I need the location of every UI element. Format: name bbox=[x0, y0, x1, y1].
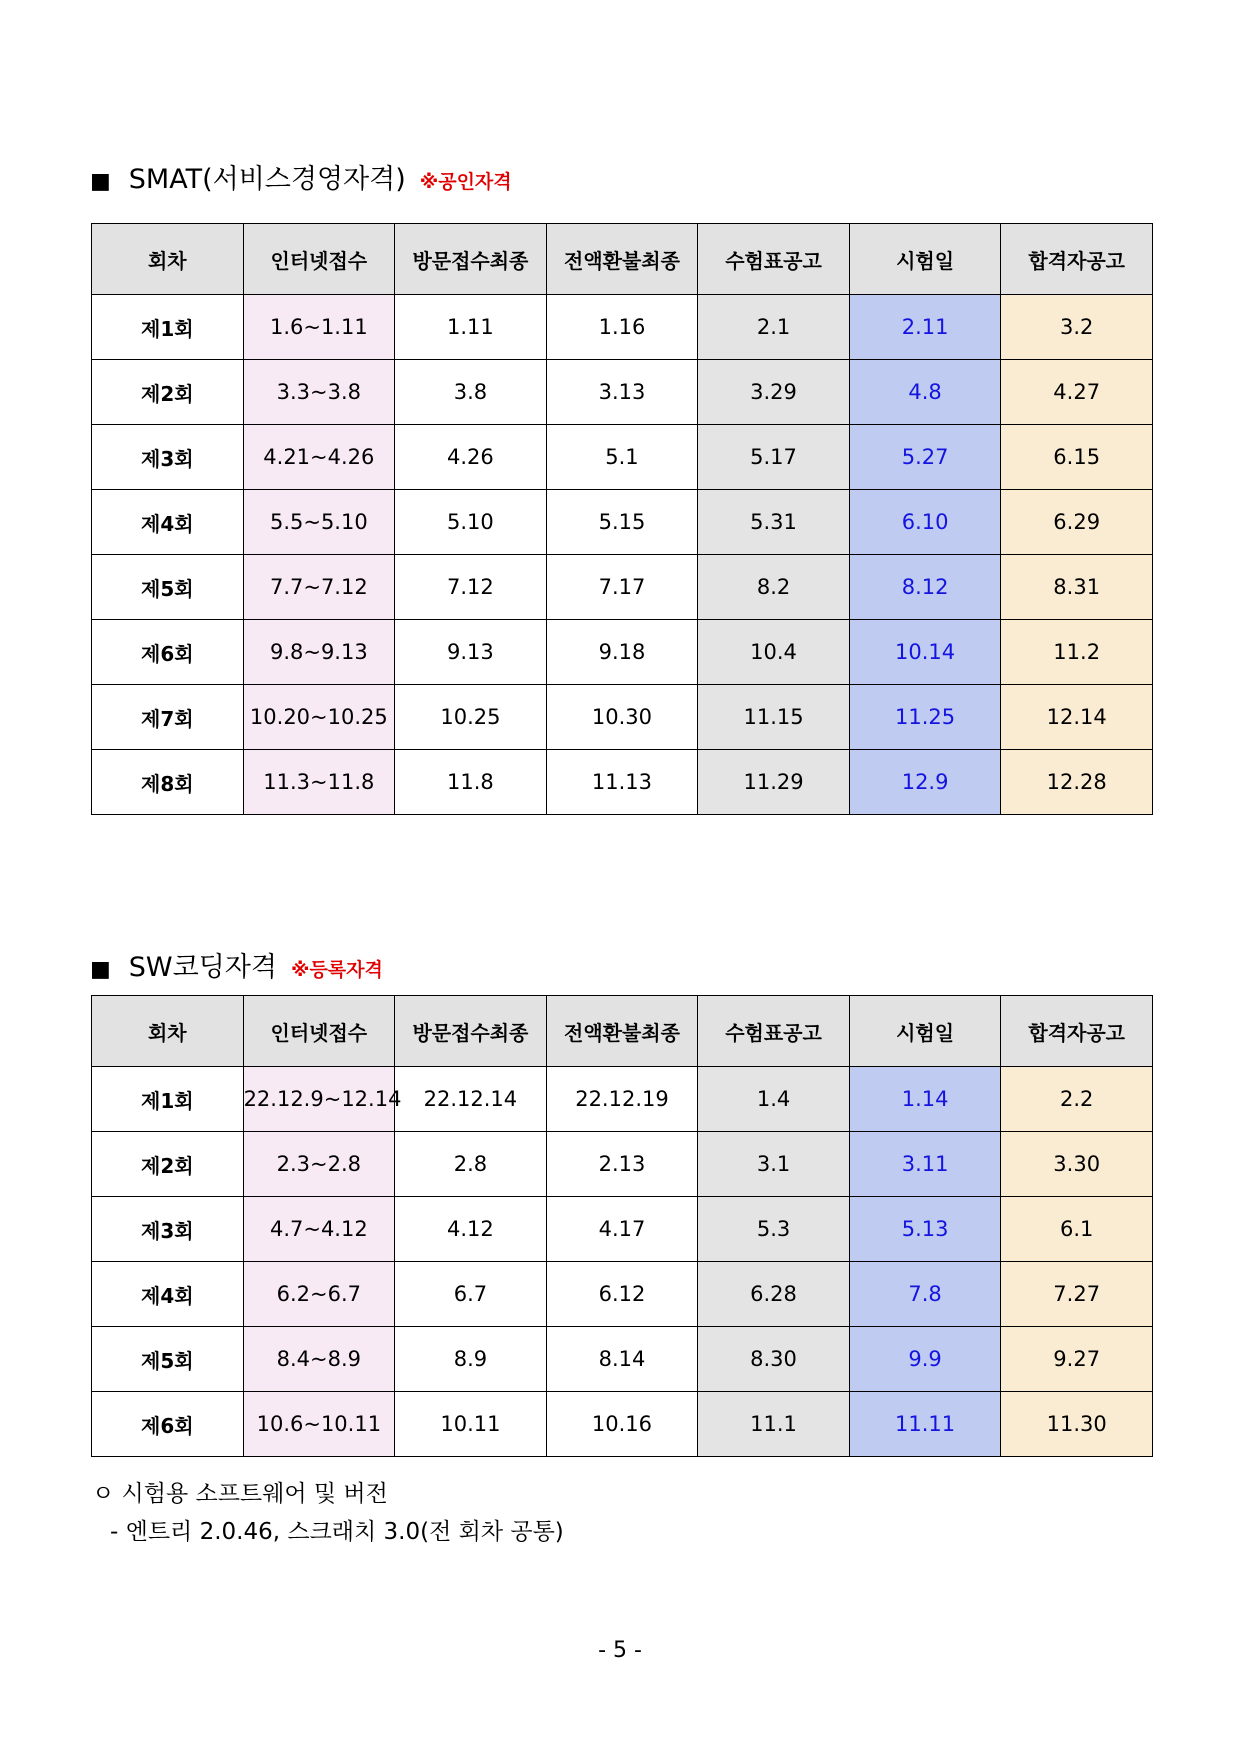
column-header: 시험일 bbox=[849, 996, 1001, 1067]
online-reg-cell: 8.4~8.9 bbox=[243, 1327, 395, 1392]
round-cell: 제1회 bbox=[92, 1067, 244, 1132]
round-cell: 제6회 bbox=[92, 1392, 244, 1457]
visit-reg-cell: 5.10 bbox=[395, 490, 547, 555]
exam-date-cell: 12.9 bbox=[849, 750, 1001, 815]
table-row bbox=[92, 1327, 1153, 1392]
table-row bbox=[92, 490, 1153, 555]
section-title-smat bbox=[90, 157, 512, 196]
column-header: 시험일 bbox=[849, 224, 1001, 295]
refund-cell: 8.14 bbox=[546, 1327, 698, 1392]
online-reg-cell: 5.5~5.10 bbox=[243, 490, 395, 555]
table-header-row bbox=[92, 996, 1153, 1067]
round-cell: 제3회 bbox=[92, 1197, 244, 1262]
ticket-notice-cell: 5.3 bbox=[698, 1197, 850, 1262]
exam-date-cell: 8.12 bbox=[849, 555, 1001, 620]
table-row bbox=[92, 750, 1153, 815]
round-cell: 제8회 bbox=[92, 750, 244, 815]
table-row bbox=[92, 360, 1153, 425]
column-header: 합격자공고 bbox=[1001, 224, 1153, 295]
online-reg-cell: 10.6~10.11 bbox=[243, 1392, 395, 1457]
ticket-notice-cell: 10.4 bbox=[698, 620, 850, 685]
exam-date-cell: 6.10 bbox=[849, 490, 1001, 555]
section-title-text: SW코딩자격 bbox=[128, 952, 277, 983]
ticket-notice-cell: 2.1 bbox=[698, 295, 850, 360]
refund-cell: 22.12.19 bbox=[546, 1067, 698, 1132]
column-header: 회차 bbox=[92, 224, 244, 295]
table-row bbox=[92, 295, 1153, 360]
column-header: 인터넷접수 bbox=[243, 224, 395, 295]
exam-date-cell: 9.9 bbox=[849, 1327, 1001, 1392]
round-cell: 제2회 bbox=[92, 360, 244, 425]
ticket-notice-cell: 5.31 bbox=[698, 490, 850, 555]
section-note: ※공인자격 bbox=[419, 171, 512, 193]
online-reg-cell: 11.3~11.8 bbox=[243, 750, 395, 815]
round-cell: 제7회 bbox=[92, 685, 244, 750]
column-header: 인터넷접수 bbox=[243, 996, 395, 1067]
exam-date-cell: 11.11 bbox=[849, 1392, 1001, 1457]
ticket-notice-cell: 1.4 bbox=[698, 1067, 850, 1132]
page-number: - 5 - bbox=[598, 1638, 642, 1663]
exam-date-cell: 4.8 bbox=[849, 360, 1001, 425]
visit-reg-cell: 10.25 bbox=[395, 685, 547, 750]
online-reg-cell: 1.6~1.11 bbox=[243, 295, 395, 360]
notes-heading: ㅇ 시험용 소프트웨어 및 버전 bbox=[92, 1481, 388, 1507]
round-cell: 제6회 bbox=[92, 620, 244, 685]
exam-date-cell: 2.11 bbox=[849, 295, 1001, 360]
visit-reg-cell: 1.11 bbox=[395, 295, 547, 360]
exam-date-cell: 5.13 bbox=[849, 1197, 1001, 1262]
visit-reg-cell: 7.12 bbox=[395, 555, 547, 620]
result-notice-cell: 2.2 bbox=[1001, 1067, 1153, 1132]
visit-reg-cell: 22.12.14 bbox=[395, 1067, 547, 1132]
visit-reg-cell: 11.8 bbox=[395, 750, 547, 815]
online-reg-cell: 7.7~7.12 bbox=[243, 555, 395, 620]
refund-cell: 7.17 bbox=[546, 555, 698, 620]
exam-date-cell: 10.14 bbox=[849, 620, 1001, 685]
ticket-notice-cell: 11.15 bbox=[698, 685, 850, 750]
round-cell: 제5회 bbox=[92, 555, 244, 620]
section-title-text: SMAT(서비스경영자격) bbox=[128, 164, 406, 195]
refund-cell: 2.13 bbox=[546, 1132, 698, 1197]
refund-cell: 4.17 bbox=[546, 1197, 698, 1262]
online-reg-cell: 4.21~4.26 bbox=[243, 425, 395, 490]
online-reg-cell: 3.3~3.8 bbox=[243, 360, 395, 425]
ticket-notice-cell: 6.28 bbox=[698, 1262, 850, 1327]
online-reg-cell: 2.3~2.8 bbox=[243, 1132, 395, 1197]
result-notice-cell: 9.27 bbox=[1001, 1327, 1153, 1392]
table-row bbox=[92, 1262, 1153, 1327]
refund-cell: 10.30 bbox=[546, 685, 698, 750]
visit-reg-cell: 6.7 bbox=[395, 1262, 547, 1327]
column-header: 방문접수최종 bbox=[395, 224, 547, 295]
result-notice-cell: 8.31 bbox=[1001, 555, 1153, 620]
column-header: 합격자공고 bbox=[1001, 996, 1153, 1067]
refund-cell: 1.16 bbox=[546, 295, 698, 360]
refund-cell: 9.18 bbox=[546, 620, 698, 685]
column-header: 회차 bbox=[92, 996, 244, 1067]
result-notice-cell: 6.29 bbox=[1001, 490, 1153, 555]
column-header: 수험표공고 bbox=[698, 996, 850, 1067]
result-notice-cell: 12.14 bbox=[1001, 685, 1153, 750]
ticket-notice-cell: 8.2 bbox=[698, 555, 850, 620]
square-bullet-icon: ■ bbox=[90, 957, 111, 982]
result-notice-cell: 6.1 bbox=[1001, 1197, 1153, 1262]
ticket-notice-cell: 8.30 bbox=[698, 1327, 850, 1392]
refund-cell: 10.16 bbox=[546, 1392, 698, 1457]
round-cell: 제2회 bbox=[92, 1132, 244, 1197]
exam-date-cell: 11.25 bbox=[849, 685, 1001, 750]
visit-reg-cell: 8.9 bbox=[395, 1327, 547, 1392]
sw-coding-schedule-table bbox=[91, 995, 1153, 1457]
visit-reg-cell: 2.8 bbox=[395, 1132, 547, 1197]
visit-reg-cell: 10.11 bbox=[395, 1392, 547, 1457]
table-row bbox=[92, 1132, 1153, 1197]
result-notice-cell: 3.30 bbox=[1001, 1132, 1153, 1197]
result-notice-cell: 11.30 bbox=[1001, 1392, 1153, 1457]
round-cell: 제1회 bbox=[92, 295, 244, 360]
round-cell: 제4회 bbox=[92, 490, 244, 555]
table-row bbox=[92, 555, 1153, 620]
software-notes bbox=[92, 1475, 564, 1551]
online-reg-cell: 9.8~9.13 bbox=[243, 620, 395, 685]
ticket-notice-cell: 3.1 bbox=[698, 1132, 850, 1197]
round-cell: 제3회 bbox=[92, 425, 244, 490]
online-reg-cell: 6.2~6.7 bbox=[243, 1262, 395, 1327]
exam-date-cell: 1.14 bbox=[849, 1067, 1001, 1132]
column-header: 전액환불최종 bbox=[546, 996, 698, 1067]
table-row bbox=[92, 425, 1153, 490]
exam-date-cell: 5.27 bbox=[849, 425, 1001, 490]
notes-detail: - 엔트리 2.0.46, 스크래치 3.0(전 회차 공통) bbox=[110, 1519, 564, 1545]
ticket-notice-cell: 11.29 bbox=[698, 750, 850, 815]
ticket-notice-cell: 3.29 bbox=[698, 360, 850, 425]
table-row bbox=[92, 620, 1153, 685]
exam-date-cell: 7.8 bbox=[849, 1262, 1001, 1327]
table-row bbox=[92, 685, 1153, 750]
exam-date-cell: 3.11 bbox=[849, 1132, 1001, 1197]
refund-cell: 5.1 bbox=[546, 425, 698, 490]
result-notice-cell: 3.2 bbox=[1001, 295, 1153, 360]
result-notice-cell: 6.15 bbox=[1001, 425, 1153, 490]
smat-schedule-table bbox=[91, 223, 1153, 815]
section-title-sw-coding bbox=[90, 945, 383, 984]
table-row bbox=[92, 1197, 1153, 1262]
round-cell: 제5회 bbox=[92, 1327, 244, 1392]
column-header: 수험표공고 bbox=[698, 224, 850, 295]
online-reg-cell: 10.20~10.25 bbox=[243, 685, 395, 750]
section-note: ※등록자격 bbox=[290, 959, 383, 981]
column-header: 전액환불최종 bbox=[546, 224, 698, 295]
refund-cell: 3.13 bbox=[546, 360, 698, 425]
square-bullet-icon: ■ bbox=[90, 169, 111, 194]
ticket-notice-cell: 5.17 bbox=[698, 425, 850, 490]
table-row bbox=[92, 1067, 1153, 1132]
column-header: 방문접수최종 bbox=[395, 996, 547, 1067]
refund-cell: 6.12 bbox=[546, 1262, 698, 1327]
visit-reg-cell: 9.13 bbox=[395, 620, 547, 685]
refund-cell: 5.15 bbox=[546, 490, 698, 555]
round-cell: 제4회 bbox=[92, 1262, 244, 1327]
online-reg-cell: 4.7~4.12 bbox=[243, 1197, 395, 1262]
visit-reg-cell: 4.26 bbox=[395, 425, 547, 490]
table-row bbox=[92, 1392, 1153, 1457]
online-reg-cell: 22.12.9~12.14 bbox=[243, 1067, 395, 1132]
ticket-notice-cell: 11.1 bbox=[698, 1392, 850, 1457]
result-notice-cell: 11.2 bbox=[1001, 620, 1153, 685]
result-notice-cell: 7.27 bbox=[1001, 1262, 1153, 1327]
result-notice-cell: 12.28 bbox=[1001, 750, 1153, 815]
table-header-row bbox=[92, 224, 1153, 295]
refund-cell: 11.13 bbox=[546, 750, 698, 815]
result-notice-cell: 4.27 bbox=[1001, 360, 1153, 425]
visit-reg-cell: 4.12 bbox=[395, 1197, 547, 1262]
visit-reg-cell: 3.8 bbox=[395, 360, 547, 425]
